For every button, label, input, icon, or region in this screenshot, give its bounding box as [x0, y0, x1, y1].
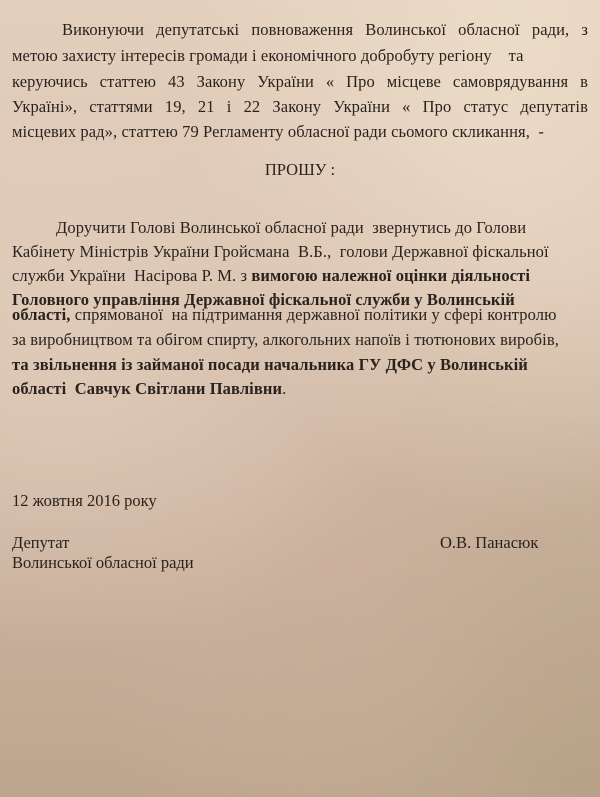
preamble-line: метою захисту інтересів громади і економічного добробуту регіону та [12, 46, 524, 65]
preamble-line: місцевих рад», статтею 79 Регламенту обласної ради сьомого скликання, - [12, 122, 545, 141]
request-line: служби України Насірова Р. М. з вимогою належної оцінки діяльності [12, 266, 531, 285]
signatory-title: Депутат Волинської обласної ради [12, 533, 194, 572]
request-line: Кабінету Міністрів України Гройсмана В.Б., голови Державної фіскальної [12, 242, 549, 261]
emphasis-text: області Савчук Світлани Павлівни [12, 379, 283, 398]
request-line: Головного управління Державної фіскальної служби у Волинській [12, 290, 515, 309]
signatory-name: О.В. Панасюк [440, 533, 539, 552]
preamble-line: керуючись статтею 43 Закону України « Про місцеве самоврядування в [12, 72, 588, 91]
document-date: 12 жовтня 2016 року [12, 491, 157, 510]
request-line: області, спрямованої на підтримання державної політики у сфері контролю [12, 305, 557, 324]
preamble-line: Україні», статтями 19, 21 і 22 Закону України « Про статус депутатів [12, 97, 588, 116]
request-line: Доручити Голові Волинської обласної ради звернутись до Голови [56, 218, 527, 237]
request-line: та звільнення із займаної посади начальника ГУ ДФС у Волинській [12, 355, 528, 374]
request-line: за виробництвом та обігом спирту, алкогольних напоїв і тютюнових виробів, [12, 330, 559, 349]
preamble-line: Виконуючи депутатські повноваження Волинської обласної ради, з [62, 20, 588, 39]
request-heading: ПРОШУ : [264, 160, 336, 179]
emphasis-text: області, [12, 305, 71, 324]
emphasis-text: вимогою належної оцінки діяльності [251, 266, 531, 285]
request-line: області Савчук Світлани Павлівни. [12, 379, 287, 398]
